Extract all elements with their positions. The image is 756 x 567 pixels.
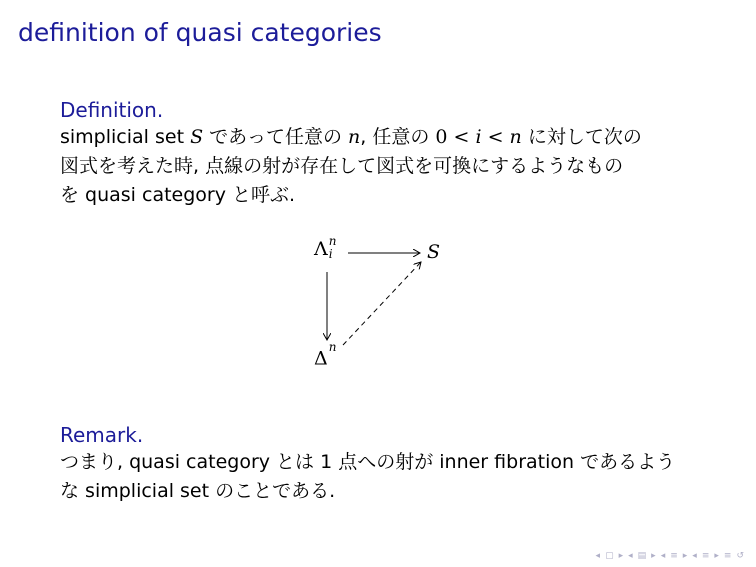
definition-line-1 [60,123,720,152]
delta-superscript: n [328,340,337,354]
definition-line-2: 図式を考えた時, 点線の射が存在して図式を可換にするようなもの [60,155,624,177]
definition-text: に対して次の [521,126,642,148]
nav-outline-icon[interactable]: ≡ [723,551,732,561]
math-var-n: n [348,126,361,148]
nav-next-slide-icon[interactable]: ▸ [618,551,624,561]
definition-text: であって任意の [203,126,348,148]
nav-search-icon[interactable]: ↺ [736,551,744,561]
frame-title: definition of quasi categories [18,18,382,47]
math-var-s: S [190,126,204,148]
definition-text: , 任意の [360,126,436,148]
definition-line-3: を quasi category と呼ぶ. [60,184,296,206]
horn-indices [328,234,337,261]
definition-text: simplicial set [60,126,191,148]
remark-block [60,422,720,506]
math-var-i: i [475,126,482,148]
horn-subscript: i [328,247,333,261]
target-node: S [427,241,441,263]
definition-body [60,123,720,210]
nav-prev-subsection-icon[interactable]: ◂ [660,551,666,561]
definition-block [60,97,720,210]
simplex-node [314,340,337,370]
nav-slide-icon[interactable]: ▢ [605,551,614,561]
nav-next-subsection-icon[interactable]: ▸ [682,551,688,561]
nav-next-section-icon[interactable]: ▸ [714,551,719,561]
math-var-n: n [509,126,522,148]
remark-line-1: つまり, quasi category とは 1 点への射が inner fibration であるよう [60,451,676,473]
horn-node [314,234,337,261]
horn-superscript: n [328,234,337,248]
nav-next-frame-icon[interactable]: ▸ [651,551,656,561]
remark-line-2: な simplicial set のことである. [60,480,336,502]
remark-title: Remark. [60,423,144,447]
nav-frame-icon[interactable]: ▤ [637,551,647,561]
delta-symbol: Δ [314,347,328,370]
math-less-than: < [481,126,510,148]
horn-symbol: Λ [314,238,328,260]
commutative-diagram [300,230,460,375]
math-zero: 0 [435,126,448,148]
nav-section-icon[interactable]: ≡ [701,551,710,561]
definition-title: Definition. [60,98,164,122]
nav-prev-frame-icon[interactable]: ◂ [628,551,633,561]
remark-body [60,448,720,506]
navigation-bar [596,551,744,561]
dashed-lift-arrow [343,262,421,345]
math-less-than: < [447,126,476,148]
nav-prev-slide-icon[interactable]: ◂ [595,551,601,561]
nav-subsection-icon[interactable]: ≡ [670,551,678,561]
nav-prev-section-icon[interactable]: ◂ [692,551,697,561]
